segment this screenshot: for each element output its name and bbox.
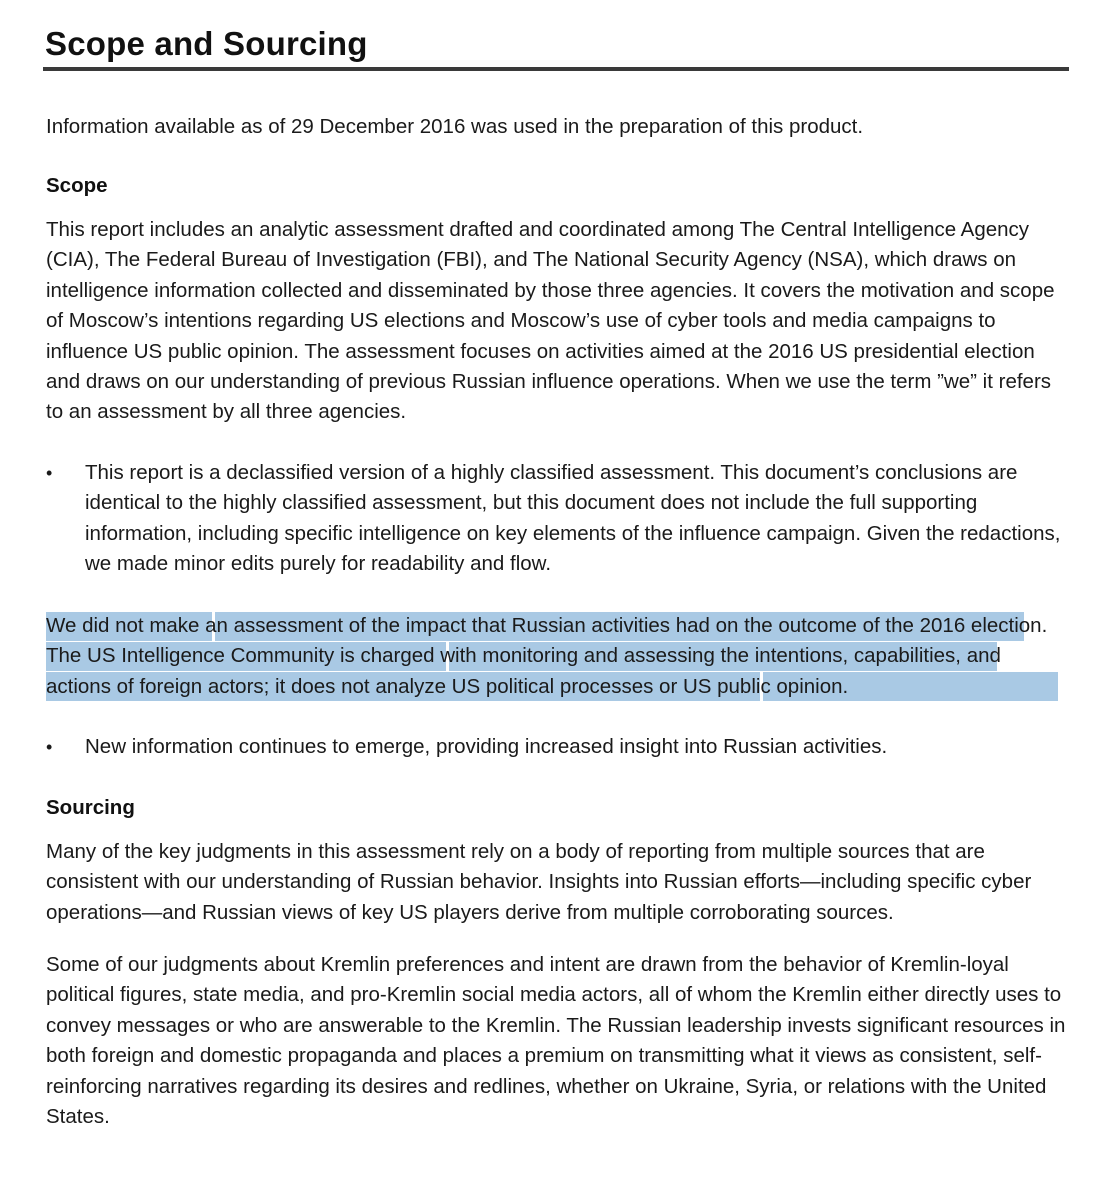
sourcing-paragraph-2: Some of our judgments about Kremlin preferences and intent are drawn from the behavior of Kremlin-loyal political figures, state media, and pro-Kremlin social media actors, all of whom the Kremlin either directly uses to convey messages or who are answerable to the Kremlin. The Russian leadership invests significant resources in both foreign and domestic propaganda and places a premium on transmitting what it views as consistent, self-reinforcing narratives regarding its desires and redlines, whether on Ukraine, Syria, or relations with the United States.	[46, 953, 1066, 1129]
bullet-text: New information continues to emerge, providing increased insight into Russian activities.	[85, 735, 888, 758]
page-title: Scope and Sourcing	[45, 25, 368, 62]
bullet-text: This report is a declassified version of a highly classified assessment. This document’s conclusions are identical to the highly classified assessment, but this document does not include the full supporting information, including specific intelligence on key elements of the influence campaign. Given the redactions, we made minor edits purely for readability and flow.	[85, 461, 1061, 576]
intro-text: Information available as of 29 December 2016 was used in the preparation of this product.	[46, 115, 864, 138]
title-underline	[43, 67, 1069, 71]
scope-heading: Scope	[46, 174, 108, 197]
scope-paragraph: This report includes an analytic assessment drafted and coordinated among The Central Intelligence Agency (CIA), The Federal Bureau of Investigation (FBI), and The National Security Agency (NSA), which draws on intelligence information collected and disseminated by those three agencies. It covers the motivation and scope of Moscow’s intentions regarding US elections and Moscow’s use of cyber tools and media campaigns to influence US public opinion. The assessment focuses on activities aimed at the 2016 US presidential election and draws on our understanding of previous Russian influence operations. When we use the term ”we” it refers to an assessment by all three agencies.	[46, 218, 1055, 424]
sourcing-heading: Sourcing	[46, 796, 135, 819]
highlighted-paragraph[interactable]: We did not make an assessment of the impact that Russian activities had on the outcome of the 2016 election. The US Intelligence Community is charged with monitoring and assessing the intentions, capabilities, and actions of foreign actors; it does not analyze US political processes or US public opinion.	[46, 614, 1048, 698]
sourcing-paragraph-1: Many of the key judgments in this assessment rely on a body of reporting from multiple sources that are consistent with our understanding of Russian behavior. Insights into Russian efforts—including specific cyber operations—and Russian views of key US players derive from multiple corroborating sources.	[46, 840, 1032, 924]
bullet-marker: •	[46, 737, 53, 757]
bullet-marker: •	[46, 463, 53, 483]
